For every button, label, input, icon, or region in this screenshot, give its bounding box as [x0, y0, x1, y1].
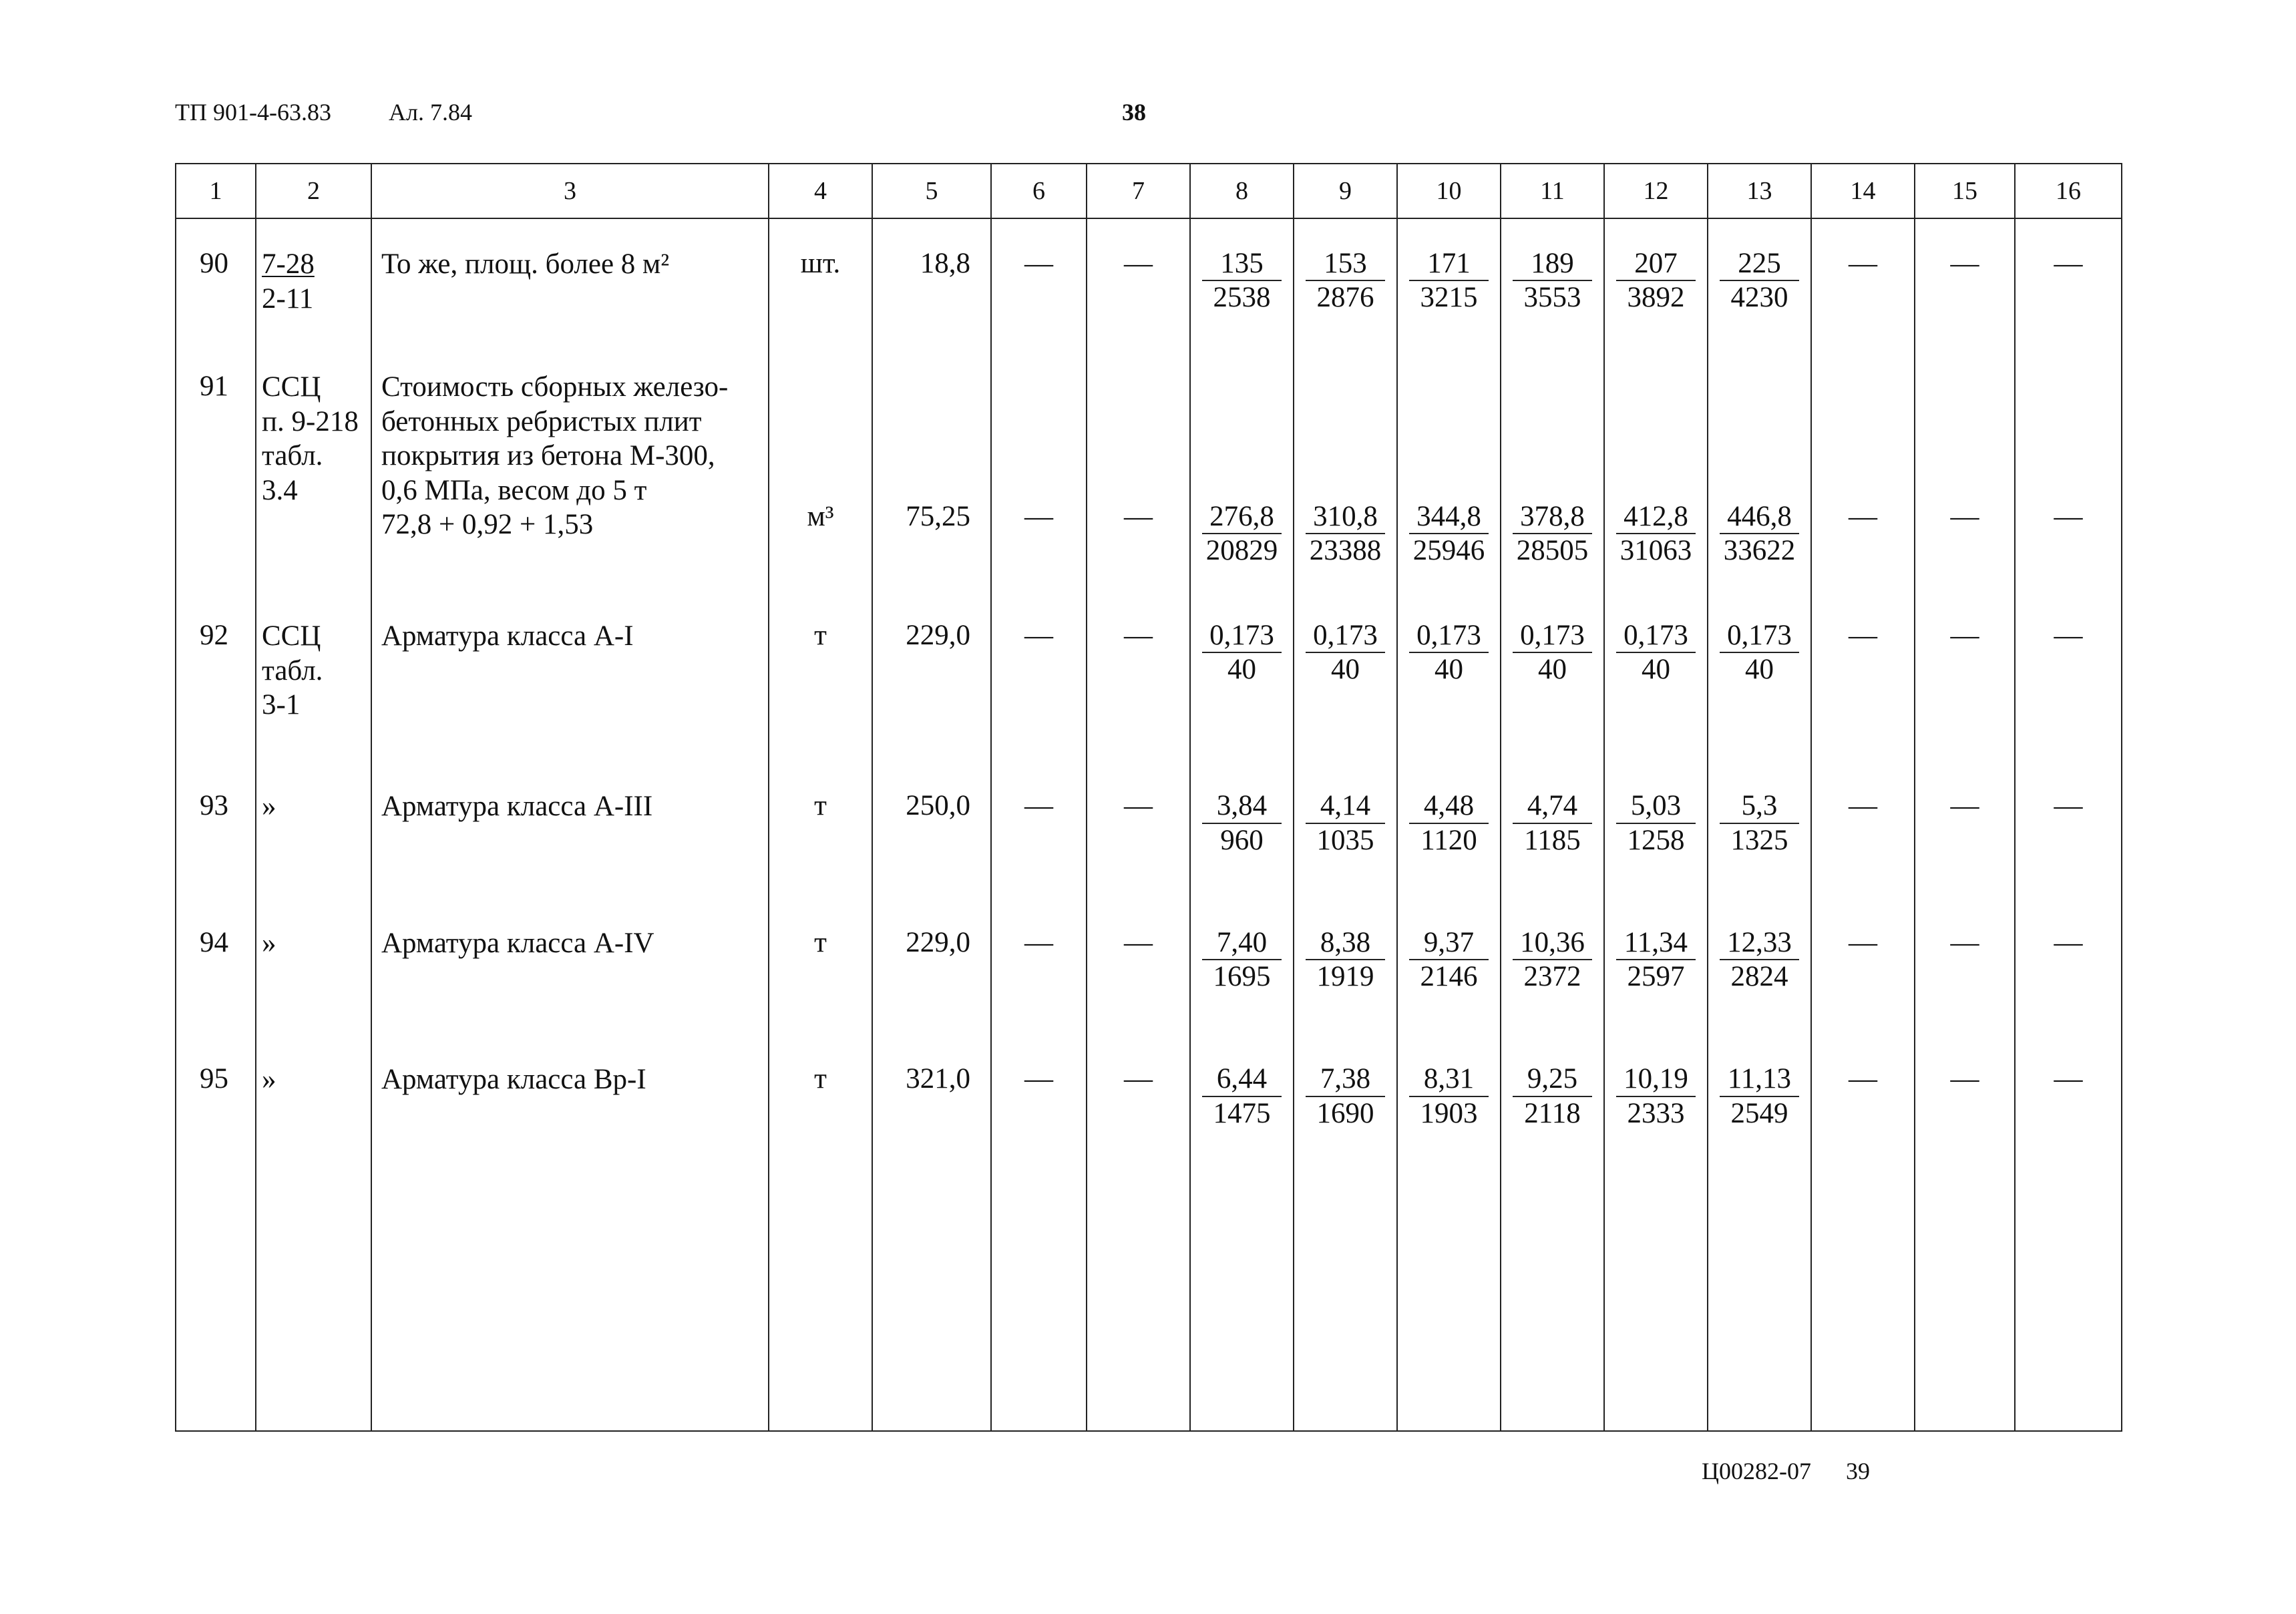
dash-text: — — [1849, 619, 1877, 651]
column-15-value — [1915, 1034, 2015, 1431]
fraction-denominator: 3892 — [1627, 282, 1685, 314]
fraction — [1708, 926, 1810, 994]
fraction-cell-13 — [1708, 1034, 1811, 1431]
column-header-7: 7 — [1087, 164, 1190, 218]
fraction-cell-11 — [1501, 1034, 1604, 1431]
fraction — [1191, 1062, 1293, 1130]
unit-price — [872, 591, 991, 761]
fraction-numerator: 6,44 — [1202, 1062, 1282, 1096]
row-number-text: 95 — [200, 1063, 228, 1095]
row-number — [176, 898, 256, 1034]
dash-text: — — [2054, 926, 2083, 958]
fraction — [1605, 619, 1707, 686]
column-14-value — [1811, 218, 1915, 342]
row-number — [176, 1034, 256, 1431]
column-14-value — [1811, 761, 1915, 897]
fraction-cell-13 — [1708, 761, 1811, 897]
description — [371, 591, 769, 761]
table-row — [176, 1034, 2122, 1431]
fraction — [1294, 500, 1396, 568]
fraction-numerator: 7,38 — [1306, 1062, 1385, 1096]
reference-code — [256, 1034, 371, 1431]
column-7-value — [1087, 342, 1190, 591]
fraction-denominator: 1903 — [1420, 1097, 1478, 1129]
column-header-15: 15 — [1915, 164, 2015, 218]
column-6-value — [991, 761, 1087, 897]
fraction-numerator: 0,173 — [1202, 619, 1282, 653]
column-number-row — [176, 164, 2122, 218]
column-15-value — [1915, 218, 2015, 342]
reference-code-top: ССЦ — [262, 371, 321, 403]
column-header-3: 3 — [371, 164, 769, 218]
dash-text: — — [2054, 248, 2083, 279]
fraction-numerator: 10,19 — [1616, 1062, 1696, 1096]
fraction-cell-11 — [1501, 898, 1604, 1034]
dash-text: — — [1024, 500, 1053, 532]
column-header-13: 13 — [1708, 164, 1811, 218]
fraction-denominator: 40 — [1642, 654, 1670, 686]
column-header-8: 8 — [1190, 164, 1294, 218]
fraction-numerator: 412,8 — [1616, 500, 1696, 534]
column-6-value — [991, 1034, 1087, 1431]
fraction-cell-12 — [1604, 1034, 1708, 1431]
column-16-value — [2015, 218, 2122, 342]
fraction-cell-10 — [1397, 761, 1501, 897]
description — [371, 1034, 769, 1431]
fraction-cell-9 — [1294, 898, 1397, 1034]
fraction-cell-13 — [1708, 898, 1811, 1034]
fraction — [1294, 1062, 1396, 1130]
fraction-denominator: 31063 — [1619, 535, 1692, 567]
fraction-denominator: 2146 — [1420, 961, 1478, 993]
column-16-value — [2015, 591, 2122, 761]
fraction-denominator: 4230 — [1730, 282, 1788, 314]
dash-text: — — [2054, 790, 2083, 822]
dash-text: — — [1849, 1063, 1877, 1095]
description-text: Стоимость сборных железо- бетонных ребристых плит покрытия из бетона М-300, 0,6 МПа, весом до 5 т 72,8 + 0,92 + 1,53 — [381, 371, 729, 541]
fraction — [1605, 500, 1707, 568]
unit-text: шт. — [800, 248, 841, 279]
fraction-denominator: 1120 — [1420, 824, 1477, 856]
reference-code-top: ССЦ — [262, 620, 321, 652]
document-cipher: Ц00282-07 — [1702, 1458, 1811, 1484]
dash-text: — — [1124, 500, 1153, 532]
fraction-cell-12 — [1604, 218, 1708, 342]
unit-price — [872, 1034, 991, 1431]
reference-code — [256, 761, 371, 897]
fraction-numerator: 0,173 — [1409, 619, 1489, 653]
fraction — [1294, 926, 1396, 994]
fraction-numerator: 4,14 — [1306, 789, 1385, 823]
fraction-cell-13 — [1708, 218, 1811, 342]
dash-text: — — [1950, 926, 1979, 958]
dash-text: — — [1849, 248, 1877, 279]
unit-price-text: 229,0 — [906, 619, 970, 651]
unit-price-text: 75,25 — [906, 500, 970, 532]
column-7-value — [1087, 898, 1190, 1034]
fraction-denominator: 40 — [1331, 654, 1360, 686]
dash-text: — — [1024, 926, 1053, 958]
fraction-denominator: 1695 — [1213, 961, 1271, 993]
description-text: Арматура класса Вр-I — [381, 1064, 646, 1096]
fraction-numerator: 225 — [1720, 247, 1799, 281]
table-row — [176, 342, 2122, 591]
column-header-1: 1 — [176, 164, 256, 218]
fraction-numerator: 4,48 — [1409, 789, 1489, 823]
fraction-cell-11 — [1501, 342, 1604, 591]
fraction-cell-9 — [1294, 761, 1397, 897]
unit-text: т — [814, 1063, 827, 1095]
dash-text: — — [1024, 248, 1053, 279]
reference-code-top: 7-28 — [262, 248, 315, 280]
fraction-denominator: 1035 — [1316, 824, 1374, 856]
unit-price-text: 321,0 — [906, 1063, 970, 1095]
fraction-numerator: 0,173 — [1306, 619, 1385, 653]
estimate-table — [175, 163, 2122, 1432]
fraction — [1708, 619, 1810, 686]
fraction-cell-10 — [1397, 1034, 1501, 1431]
fraction-denominator: 23388 — [1309, 535, 1382, 567]
reference-code-top: » — [262, 1064, 276, 1096]
dash-text: — — [2054, 500, 2083, 532]
fraction-numerator: 10,36 — [1513, 926, 1592, 960]
dash-text: — — [2054, 1063, 2083, 1095]
fraction-denominator: 960 — [1220, 824, 1264, 856]
column-14-value — [1811, 342, 1915, 591]
unit-text: т — [814, 926, 827, 958]
fraction-numerator: 7,40 — [1202, 926, 1282, 960]
fraction-cell-8 — [1190, 898, 1294, 1034]
fraction — [1605, 1062, 1707, 1130]
fraction-cell-8 — [1190, 342, 1294, 591]
unit — [769, 898, 872, 1034]
table-row — [176, 761, 2122, 897]
fraction-cell-8 — [1190, 591, 1294, 761]
dash-text: — — [1849, 790, 1877, 822]
dash-text: — — [1124, 248, 1153, 279]
reference-code — [256, 898, 371, 1034]
fraction-cell-8 — [1190, 1034, 1294, 1431]
column-header-16: 16 — [2015, 164, 2122, 218]
fraction — [1294, 247, 1396, 315]
unit-price-text: 18,8 — [920, 248, 970, 279]
fraction — [1708, 1062, 1810, 1130]
fraction — [1191, 247, 1293, 315]
fraction-denominator: 33622 — [1723, 535, 1796, 567]
fraction-numerator: 0,173 — [1513, 619, 1592, 653]
fraction-numerator: 0,173 — [1616, 619, 1696, 653]
fraction-numerator: 310,8 — [1306, 500, 1385, 534]
fraction — [1398, 247, 1500, 315]
column-header-5: 5 — [872, 164, 991, 218]
dash-text: — — [1124, 926, 1153, 958]
fraction-numerator: 9,37 — [1409, 926, 1489, 960]
description — [371, 218, 769, 342]
description — [371, 898, 769, 1034]
column-header-2: 2 — [256, 164, 371, 218]
fraction — [1708, 247, 1810, 315]
fraction-denominator: 1258 — [1627, 824, 1685, 856]
description-text: Арматура класса А-I — [381, 620, 634, 652]
fraction — [1605, 789, 1707, 857]
unit-price — [872, 898, 991, 1034]
column-14-value — [1811, 591, 1915, 761]
fraction-denominator: 1690 — [1316, 1097, 1374, 1129]
reference-code — [256, 342, 371, 591]
fraction-cell-12 — [1604, 591, 1708, 761]
document-reference: Ал. 7.84 — [389, 99, 472, 126]
fraction — [1191, 789, 1293, 857]
unit-price-text: 229,0 — [906, 926, 970, 958]
column-header-14: 14 — [1811, 164, 1915, 218]
dash-text: — — [1950, 619, 1979, 651]
fraction-numerator: 3,84 — [1202, 789, 1282, 823]
reference-code-rest: табл. 3-1 — [262, 654, 323, 721]
fraction — [1501, 500, 1603, 568]
fraction — [1501, 247, 1603, 315]
dash-text: — — [1950, 248, 1979, 279]
column-header-11: 11 — [1501, 164, 1604, 218]
column-header-10: 10 — [1397, 164, 1501, 218]
fraction-denominator: 1475 — [1213, 1097, 1271, 1129]
column-15-value — [1915, 761, 2015, 897]
reference-code — [256, 591, 371, 761]
reference-code-rest: 2-11 — [262, 282, 314, 315]
unit-text: м³ — [807, 500, 834, 532]
fraction-numerator: 378,8 — [1513, 500, 1592, 534]
fraction — [1191, 926, 1293, 994]
fraction — [1398, 926, 1500, 994]
description-text: Арматура класса А-III — [381, 791, 653, 823]
fraction — [1501, 619, 1603, 686]
column-15-value — [1915, 342, 2015, 591]
reference-code-rest: п. 9-218 табл. 3.4 — [262, 405, 359, 506]
fraction-denominator: 2597 — [1627, 961, 1685, 993]
fraction-denominator: 40 — [1538, 654, 1567, 686]
column-7-value — [1087, 761, 1190, 897]
fraction-numerator: 9,25 — [1513, 1062, 1592, 1096]
column-7-value — [1087, 1034, 1190, 1431]
fraction — [1501, 1062, 1603, 1130]
row-number — [176, 761, 256, 897]
fraction-cell-8 — [1190, 218, 1294, 342]
unit-price-text: 250,0 — [906, 790, 970, 822]
fraction-denominator: 3553 — [1523, 282, 1581, 314]
column-7-value — [1087, 218, 1190, 342]
table-row — [176, 898, 2122, 1034]
column-16-value — [2015, 342, 2122, 591]
fraction-cell-13 — [1708, 591, 1811, 761]
fraction-cell-12 — [1604, 761, 1708, 897]
dash-text: — — [1124, 1063, 1153, 1095]
fraction-cell-10 — [1397, 218, 1501, 342]
dash-text: — — [1950, 1063, 1979, 1095]
fraction-denominator: 3215 — [1420, 282, 1478, 314]
column-7-value — [1087, 591, 1190, 761]
reference-code-top: » — [262, 791, 276, 823]
fraction-cell-9 — [1294, 1034, 1397, 1431]
fraction-numerator: 189 — [1513, 247, 1592, 281]
dash-text: — — [1124, 619, 1153, 651]
fraction-denominator: 2538 — [1213, 282, 1271, 314]
dash-text: — — [1849, 926, 1877, 958]
dash-text: — — [1024, 790, 1053, 822]
fraction-numerator: 11,13 — [1720, 1062, 1799, 1096]
fraction — [1605, 926, 1707, 994]
unit — [769, 591, 872, 761]
fraction-cell-9 — [1294, 591, 1397, 761]
fraction — [1398, 619, 1500, 686]
fraction-cell-9 — [1294, 342, 1397, 591]
fraction-numerator: 344,8 — [1409, 500, 1489, 534]
fraction-numerator: 171 — [1409, 247, 1489, 281]
row-number-text: 93 — [200, 790, 228, 822]
page-number: 38 — [1122, 99, 1146, 126]
fraction-denominator: 25946 — [1412, 535, 1485, 567]
column-6-value — [991, 591, 1087, 761]
fraction-cell-10 — [1397, 591, 1501, 761]
fraction-numerator: 8,38 — [1306, 926, 1385, 960]
fraction — [1398, 500, 1500, 568]
fraction-denominator: 2333 — [1627, 1097, 1685, 1129]
unit-text: т — [814, 790, 827, 822]
fraction-denominator: 1919 — [1316, 961, 1374, 993]
column-header-4: 4 — [769, 164, 872, 218]
column-16-value — [2015, 1034, 2122, 1431]
row-number-text: 91 — [200, 370, 228, 402]
fraction-cell-11 — [1501, 218, 1604, 342]
fraction — [1191, 619, 1293, 686]
dash-text: — — [1950, 790, 1979, 822]
fraction-cell-12 — [1604, 342, 1708, 591]
row-number — [176, 591, 256, 761]
document-code: ТП 901-4-63.83 — [175, 99, 331, 126]
unit-price — [872, 761, 991, 897]
fraction-numerator: 5,03 — [1616, 789, 1696, 823]
description-text: Арматура класса А-IV — [381, 927, 654, 959]
fraction-numerator: 135 — [1202, 247, 1282, 281]
fraction — [1398, 789, 1500, 857]
fraction-denominator: 2549 — [1730, 1097, 1788, 1129]
fraction-numerator: 5,3 — [1720, 789, 1799, 823]
fraction-numerator: 11,34 — [1616, 926, 1696, 960]
fraction-numerator: 4,74 — [1513, 789, 1592, 823]
column-16-value — [2015, 898, 2122, 1034]
fraction-denominator: 2372 — [1523, 961, 1581, 993]
dash-text: — — [1849, 500, 1877, 532]
column-header-6: 6 — [991, 164, 1087, 218]
fraction — [1501, 926, 1603, 994]
fraction-denominator: 40 — [1227, 654, 1256, 686]
fraction — [1191, 500, 1293, 568]
fraction-denominator: 1185 — [1524, 824, 1581, 856]
column-15-value — [1915, 591, 2015, 761]
dash-text: — — [2054, 619, 2083, 651]
fraction-cell-11 — [1501, 761, 1604, 897]
column-6-value — [991, 218, 1087, 342]
fraction — [1605, 247, 1707, 315]
unit-price — [872, 342, 991, 591]
fraction-cell-8 — [1190, 761, 1294, 897]
fraction-denominator: 28505 — [1516, 535, 1589, 567]
row-number-text: 90 — [200, 248, 228, 279]
fraction — [1708, 789, 1810, 857]
fraction-cell-10 — [1397, 342, 1501, 591]
column-14-value — [1811, 1034, 1915, 1431]
dash-text: — — [1024, 619, 1053, 651]
dash-text: — — [1024, 1063, 1053, 1095]
fraction-cell-12 — [1604, 898, 1708, 1034]
fraction — [1708, 500, 1810, 568]
description — [371, 761, 769, 897]
fraction-numerator: 446,8 — [1720, 500, 1799, 534]
fraction-denominator: 1325 — [1730, 824, 1788, 856]
table-row — [176, 591, 2122, 761]
reference-code-top: » — [262, 927, 276, 959]
fraction-denominator: 40 — [1745, 654, 1774, 686]
fraction-denominator: 2118 — [1524, 1097, 1581, 1129]
column-6-value — [991, 342, 1087, 591]
fraction-numerator: 12,33 — [1720, 926, 1799, 960]
fraction-numerator: 276,8 — [1202, 500, 1282, 534]
row-number-text: 94 — [200, 926, 228, 958]
fraction-cell-10 — [1397, 898, 1501, 1034]
fraction-cell-13 — [1708, 342, 1811, 591]
fraction — [1501, 789, 1603, 857]
reference-code — [256, 218, 371, 342]
unit — [769, 342, 872, 591]
table-row — [176, 218, 2122, 342]
fraction — [1294, 789, 1396, 857]
column-header-9: 9 — [1294, 164, 1397, 218]
sheet-number: 39 — [1846, 1458, 1870, 1484]
fraction-denominator: 2824 — [1730, 961, 1788, 993]
column-6-value — [991, 898, 1087, 1034]
fraction-numerator: 8,31 — [1409, 1062, 1489, 1096]
description-text: То же, площ. более 8 м² — [381, 248, 670, 280]
column-14-value — [1811, 898, 1915, 1034]
unit — [769, 218, 872, 342]
fraction-denominator: 20829 — [1205, 535, 1278, 567]
unit — [769, 1034, 872, 1431]
dash-text: — — [1124, 790, 1153, 822]
column-header-12: 12 — [1604, 164, 1708, 218]
fraction-cell-11 — [1501, 591, 1604, 761]
fraction — [1398, 1062, 1500, 1130]
fraction-numerator: 207 — [1616, 247, 1696, 281]
unit-text: т — [814, 619, 827, 651]
row-number — [176, 342, 256, 591]
unit — [769, 761, 872, 897]
unit-price — [872, 218, 991, 342]
fraction-denominator: 2876 — [1316, 282, 1374, 314]
column-15-value — [1915, 898, 2015, 1034]
fraction-numerator: 153 — [1306, 247, 1385, 281]
fraction-numerator: 0,173 — [1720, 619, 1799, 653]
description — [371, 342, 769, 591]
column-16-value — [2015, 761, 2122, 897]
dash-text: — — [1950, 500, 1979, 532]
fraction — [1294, 619, 1396, 686]
row-number-text: 92 — [200, 619, 228, 651]
fraction-cell-9 — [1294, 218, 1397, 342]
row-number — [176, 218, 256, 342]
fraction-denominator: 40 — [1434, 654, 1463, 686]
